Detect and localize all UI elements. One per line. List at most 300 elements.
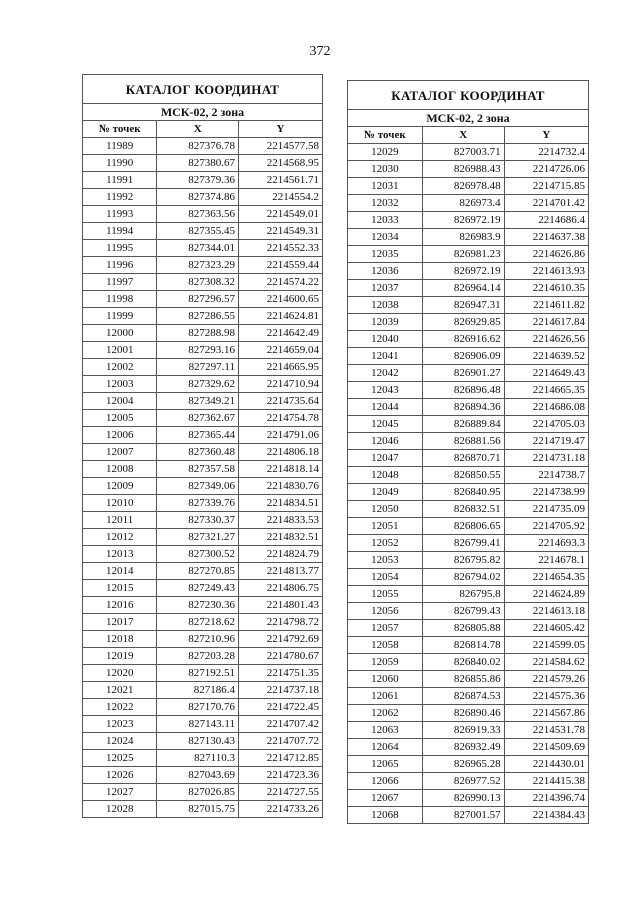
table-row (348, 178, 589, 195)
y-coordinate-cell: 2214617.84 (504, 314, 588, 331)
y-coordinate-cell: 2214430.01 (504, 756, 588, 773)
point-number-cell: 12054 (348, 569, 423, 586)
table-row (83, 308, 323, 325)
x-coordinate-cell: 827349.06 (157, 478, 239, 495)
table-row (83, 665, 323, 682)
table-row (83, 325, 323, 342)
x-coordinate-cell: 826889.84 (422, 416, 504, 433)
table-row (83, 801, 323, 818)
table-row (83, 784, 323, 801)
table-row (348, 484, 589, 501)
y-coordinate-cell: 2214712.85 (238, 750, 322, 767)
point-number-cell: 12067 (348, 790, 423, 807)
point-number-cell: 12022 (83, 699, 157, 716)
point-number-cell: 12014 (83, 563, 157, 580)
catalog-zone: МСК-02, 2 зона (83, 104, 323, 121)
y-coordinate-cell: 2214599.05 (504, 637, 588, 654)
table-row (348, 331, 589, 348)
point-number-cell: 12068 (348, 807, 423, 824)
y-coordinate-cell: 2214701.42 (504, 195, 588, 212)
y-coordinate-cell: 2214584.62 (504, 654, 588, 671)
y-coordinate-cell: 2214561.71 (238, 172, 322, 189)
table-row (348, 569, 589, 586)
point-number-cell: 12025 (83, 750, 157, 767)
y-coordinate-cell: 2214726.06 (504, 161, 588, 178)
point-number-cell: 12006 (83, 427, 157, 444)
y-coordinate-cell: 2214549.01 (238, 206, 322, 223)
point-number-cell: 11993 (83, 206, 157, 223)
point-number-cell: 12039 (348, 314, 423, 331)
point-number-cell: 12012 (83, 529, 157, 546)
point-number-cell: 12011 (83, 512, 157, 529)
x-coordinate-cell: 827003.71 (422, 144, 504, 161)
x-coordinate-cell: 827360.48 (157, 444, 239, 461)
x-coordinate-cell: 826901.27 (422, 365, 504, 382)
table-row (83, 716, 323, 733)
point-number-cell: 12010 (83, 495, 157, 512)
y-coordinate-cell: 2214626.56 (504, 331, 588, 348)
x-coordinate-cell: 826799.43 (422, 603, 504, 620)
y-coordinate-cell: 2214738.7 (504, 467, 588, 484)
x-coordinate-cell: 827286.55 (157, 308, 239, 325)
y-coordinate-cell: 2214818.14 (238, 461, 322, 478)
point-number-cell: 12066 (348, 773, 423, 790)
y-coordinate-cell: 2214732.4 (504, 144, 588, 161)
y-coordinate-cell: 2214727.55 (238, 784, 322, 801)
y-coordinate-cell: 2214801.43 (238, 597, 322, 614)
table-row (83, 461, 323, 478)
table-row (83, 444, 323, 461)
x-coordinate-cell: 826805.88 (422, 620, 504, 637)
point-number-cell: 12041 (348, 348, 423, 365)
table-row (348, 348, 589, 365)
y-coordinate-cell: 2214723.36 (238, 767, 322, 784)
point-number-cell: 12047 (348, 450, 423, 467)
point-number-cell: 12020 (83, 665, 157, 682)
point-number-cell: 12065 (348, 756, 423, 773)
point-number-cell: 12024 (83, 733, 157, 750)
point-number-cell: 12015 (83, 580, 157, 597)
point-number-cell: 12030 (348, 161, 423, 178)
x-coordinate-cell: 827296.57 (157, 291, 239, 308)
y-coordinate-cell: 2214559.44 (238, 257, 322, 274)
table-row (83, 546, 323, 563)
x-coordinate-cell: 826990.13 (422, 790, 504, 807)
point-number-cell: 12042 (348, 365, 423, 382)
point-number-cell: 12049 (348, 484, 423, 501)
table-row (83, 359, 323, 376)
y-coordinate-cell: 2214624.81 (238, 308, 322, 325)
x-coordinate-cell: 826881.56 (422, 433, 504, 450)
point-number-cell: 12026 (83, 767, 157, 784)
point-number-cell: 12031 (348, 178, 423, 195)
x-coordinate-cell: 826794.02 (422, 569, 504, 586)
y-coordinate-cell: 2214707.72 (238, 733, 322, 750)
table-row (83, 529, 323, 546)
x-coordinate-cell: 827218.62 (157, 614, 239, 631)
y-coordinate-cell: 2214575.36 (504, 688, 588, 705)
point-number-cell: 12040 (348, 331, 423, 348)
point-number-cell: 12017 (83, 614, 157, 631)
y-coordinate-cell: 2214610.35 (504, 280, 588, 297)
point-number-cell: 12044 (348, 399, 423, 416)
point-number-cell: 12008 (83, 461, 157, 478)
y-coordinate-cell: 2214577.58 (238, 138, 322, 155)
y-coordinate-cell: 2214552.33 (238, 240, 322, 257)
y-coordinate-cell: 2214735.64 (238, 393, 322, 410)
table-row (83, 580, 323, 597)
y-coordinate-cell: 2214806.18 (238, 444, 322, 461)
x-coordinate-cell: 827143.11 (157, 716, 239, 733)
y-coordinate-cell: 2214678.1 (504, 552, 588, 569)
x-coordinate-cell: 827379.36 (157, 172, 239, 189)
x-coordinate-cell: 827186.4 (157, 682, 239, 699)
table-row (83, 257, 323, 274)
point-number-cell: 12055 (348, 586, 423, 603)
x-coordinate-cell: 826806.65 (422, 518, 504, 535)
table-row (348, 212, 589, 229)
table-row (348, 450, 589, 467)
y-coordinate-cell: 2214637.38 (504, 229, 588, 246)
y-coordinate-cell: 2214798.72 (238, 614, 322, 631)
point-number-cell: 12023 (83, 716, 157, 733)
x-coordinate-cell: 827357.58 (157, 461, 239, 478)
y-coordinate-cell: 2214531.78 (504, 722, 588, 739)
page-number: 372 (309, 44, 331, 59)
point-number-cell: 11991 (83, 172, 157, 189)
y-coordinate-cell: 2214833.53 (238, 512, 322, 529)
x-coordinate-cell: 826981.23 (422, 246, 504, 263)
y-coordinate-cell: 2214693.3 (504, 535, 588, 552)
point-number-cell: 11990 (83, 155, 157, 172)
x-coordinate-cell: 826929.85 (422, 314, 504, 331)
x-coordinate-cell: 826795.8 (422, 586, 504, 603)
x-coordinate-cell: 826799.41 (422, 535, 504, 552)
point-number-cell: 12046 (348, 433, 423, 450)
x-coordinate-cell: 826947.31 (422, 297, 504, 314)
x-coordinate-cell: 826896.48 (422, 382, 504, 399)
x-coordinate-cell: 826890.46 (422, 705, 504, 722)
x-coordinate-cell: 826977.52 (422, 773, 504, 790)
y-coordinate-cell: 2214686.4 (504, 212, 588, 229)
x-coordinate-cell: 827380.67 (157, 155, 239, 172)
y-coordinate-cell: 2214710.94 (238, 376, 322, 393)
table-row (348, 399, 589, 416)
table-row (83, 410, 323, 427)
x-coordinate-cell: 827026.85 (157, 784, 239, 801)
y-coordinate-cell: 2214715.85 (504, 178, 588, 195)
table-row (83, 206, 323, 223)
table-row (348, 654, 589, 671)
table-row (348, 773, 589, 790)
point-number-cell: 12034 (348, 229, 423, 246)
x-coordinate-cell: 826978.48 (422, 178, 504, 195)
x-coordinate-cell: 827323.29 (157, 257, 239, 274)
table-row (83, 614, 323, 631)
y-coordinate-cell: 2214806.75 (238, 580, 322, 597)
x-coordinate-cell: 827293.16 (157, 342, 239, 359)
table-row (348, 467, 589, 484)
table-row (83, 342, 323, 359)
y-coordinate-cell: 2214830.76 (238, 478, 322, 495)
y-coordinate-cell: 2214824.79 (238, 546, 322, 563)
point-number-cell: 12051 (348, 518, 423, 535)
point-number-cell: 12002 (83, 359, 157, 376)
table-row (348, 790, 589, 807)
y-coordinate-cell: 2214624.89 (504, 586, 588, 603)
x-coordinate-cell: 826965.28 (422, 756, 504, 773)
table-row (348, 722, 589, 739)
point-number-cell: 12036 (348, 263, 423, 280)
table-row (83, 172, 323, 189)
y-coordinate-cell: 2214642.49 (238, 325, 322, 342)
x-coordinate-cell: 827365.44 (157, 427, 239, 444)
table-row (83, 478, 323, 495)
table-row (83, 512, 323, 529)
x-coordinate-cell: 827210.96 (157, 631, 239, 648)
point-number-cell: 12056 (348, 603, 423, 620)
point-number-cell: 12062 (348, 705, 423, 722)
y-coordinate-cell: 2214737.18 (238, 682, 322, 699)
table-row (83, 393, 323, 410)
point-number-cell: 12021 (83, 682, 157, 699)
point-number-cell: 11995 (83, 240, 157, 257)
point-number-cell: 12050 (348, 501, 423, 518)
table-row (83, 648, 323, 665)
table-row (348, 620, 589, 637)
point-number-cell: 12038 (348, 297, 423, 314)
y-coordinate-cell: 2214605.42 (504, 620, 588, 637)
point-number-cell: 12016 (83, 597, 157, 614)
y-coordinate-cell: 2214649.43 (504, 365, 588, 382)
table-row (348, 552, 589, 569)
x-coordinate-cell: 826972.19 (422, 212, 504, 229)
point-number-cell: 12005 (83, 410, 157, 427)
point-number-cell: 12058 (348, 637, 423, 654)
table-row (83, 155, 323, 172)
x-coordinate-cell: 826906.09 (422, 348, 504, 365)
x-coordinate-cell: 827349.21 (157, 393, 239, 410)
x-coordinate-cell: 827192.51 (157, 665, 239, 682)
x-coordinate-cell: 826840.02 (422, 654, 504, 671)
header-point-number: № точек (83, 121, 157, 138)
table-row (348, 535, 589, 552)
table-row (83, 138, 323, 155)
catalog-title: КАТАЛОГ КООРДИНАТ (348, 81, 589, 110)
y-coordinate-cell: 2214659.04 (238, 342, 322, 359)
y-coordinate-cell: 2214738.99 (504, 484, 588, 501)
catalog-zone: МСК-02, 2 зона (348, 110, 589, 127)
point-number-cell: 11989 (83, 138, 157, 155)
y-coordinate-cell: 2214705.03 (504, 416, 588, 433)
x-coordinate-cell: 827300.52 (157, 546, 239, 563)
x-coordinate-cell: 827344.01 (157, 240, 239, 257)
x-coordinate-cell: 827015.75 (157, 801, 239, 818)
point-number-cell: 12033 (348, 212, 423, 229)
table-row (83, 495, 323, 512)
point-number-cell: 11996 (83, 257, 157, 274)
x-coordinate-cell: 826972.19 (422, 263, 504, 280)
x-coordinate-cell: 827249.43 (157, 580, 239, 597)
table-row (83, 427, 323, 444)
x-coordinate-cell: 827203.28 (157, 648, 239, 665)
table-row (348, 280, 589, 297)
table-row (348, 161, 589, 178)
table-row (348, 297, 589, 314)
y-coordinate-cell: 2214751.35 (238, 665, 322, 682)
point-number-cell: 12035 (348, 246, 423, 263)
point-number-cell: 12029 (348, 144, 423, 161)
table-row (348, 637, 589, 654)
x-coordinate-cell: 826916.62 (422, 331, 504, 348)
x-coordinate-cell: 827339.76 (157, 495, 239, 512)
table-row (83, 563, 323, 580)
x-coordinate-cell: 827330.37 (157, 512, 239, 529)
x-coordinate-cell: 827130.43 (157, 733, 239, 750)
y-coordinate-cell: 2214549.31 (238, 223, 322, 240)
x-coordinate-cell: 826840.95 (422, 484, 504, 501)
x-coordinate-cell: 826988.43 (422, 161, 504, 178)
header-x: X (422, 127, 504, 144)
x-coordinate-cell: 826983.9 (422, 229, 504, 246)
table-row (348, 603, 589, 620)
x-coordinate-cell: 827321.27 (157, 529, 239, 546)
point-number-cell: 12019 (83, 648, 157, 665)
x-coordinate-cell: 827329.62 (157, 376, 239, 393)
x-coordinate-cell: 826850.55 (422, 467, 504, 484)
table-row (348, 688, 589, 705)
point-number-cell: 12059 (348, 654, 423, 671)
point-number-cell: 11998 (83, 291, 157, 308)
x-coordinate-cell: 827297.11 (157, 359, 239, 376)
table-row (83, 682, 323, 699)
x-coordinate-cell: 826919.33 (422, 722, 504, 739)
y-coordinate-cell: 2214611.82 (504, 297, 588, 314)
x-coordinate-cell: 826874.53 (422, 688, 504, 705)
y-coordinate-cell: 2214579.26 (504, 671, 588, 688)
point-number-cell: 12045 (348, 416, 423, 433)
y-coordinate-cell: 2214396.74 (504, 790, 588, 807)
point-number-cell: 11994 (83, 223, 157, 240)
table-row (348, 671, 589, 688)
point-number-cell: 12053 (348, 552, 423, 569)
table-row (83, 291, 323, 308)
point-number-cell: 12032 (348, 195, 423, 212)
header-point-number: № точек (348, 127, 423, 144)
y-coordinate-cell: 2214626.86 (504, 246, 588, 263)
table-row (348, 586, 589, 603)
y-coordinate-cell: 2214832.51 (238, 529, 322, 546)
point-number-cell: 12009 (83, 478, 157, 495)
x-coordinate-cell: 826855.86 (422, 671, 504, 688)
x-coordinate-cell: 827288.98 (157, 325, 239, 342)
point-number-cell: 12048 (348, 467, 423, 484)
point-number-cell: 12027 (83, 784, 157, 801)
table-row (348, 756, 589, 773)
table-row (348, 433, 589, 450)
x-coordinate-cell: 827001.57 (422, 807, 504, 824)
table-row (348, 382, 589, 399)
x-coordinate-cell: 826870.71 (422, 450, 504, 467)
x-coordinate-cell: 827376.78 (157, 138, 239, 155)
table-row (348, 144, 589, 161)
y-coordinate-cell: 2214665.95 (238, 359, 322, 376)
y-coordinate-cell: 2214384.43 (504, 807, 588, 824)
table-row (348, 705, 589, 722)
y-coordinate-cell: 2214733.26 (238, 801, 322, 818)
table-row (83, 376, 323, 393)
y-coordinate-cell: 2214568.95 (238, 155, 322, 172)
point-number-cell: 12061 (348, 688, 423, 705)
table-row (348, 263, 589, 280)
point-number-cell: 12000 (83, 325, 157, 342)
y-coordinate-cell: 2214415.38 (504, 773, 588, 790)
y-coordinate-cell: 2214665.35 (504, 382, 588, 399)
y-coordinate-cell: 2214731.18 (504, 450, 588, 467)
table-row (348, 229, 589, 246)
y-coordinate-cell: 2214719.47 (504, 433, 588, 450)
point-number-cell: 12001 (83, 342, 157, 359)
y-coordinate-cell: 2214735.09 (504, 501, 588, 518)
point-number-cell: 12060 (348, 671, 423, 688)
x-coordinate-cell: 826832.51 (422, 501, 504, 518)
table-row (83, 597, 323, 614)
table-row (83, 223, 323, 240)
x-coordinate-cell: 826814.78 (422, 637, 504, 654)
point-number-cell: 12007 (83, 444, 157, 461)
coordinate-catalog-table-right (347, 80, 589, 824)
x-coordinate-cell: 827363.56 (157, 206, 239, 223)
y-coordinate-cell: 2214567.86 (504, 705, 588, 722)
x-coordinate-cell: 826932.49 (422, 739, 504, 756)
x-coordinate-cell: 827308.32 (157, 274, 239, 291)
y-coordinate-cell: 2214813.77 (238, 563, 322, 580)
y-coordinate-cell: 2214554.2 (238, 189, 322, 206)
point-number-cell: 12043 (348, 382, 423, 399)
x-coordinate-cell: 827270.85 (157, 563, 239, 580)
y-coordinate-cell: 2214792.69 (238, 631, 322, 648)
point-number-cell: 11999 (83, 308, 157, 325)
y-coordinate-cell: 2214686.08 (504, 399, 588, 416)
table-row (348, 314, 589, 331)
point-number-cell: 12004 (83, 393, 157, 410)
table-row (83, 767, 323, 784)
table-row (348, 501, 589, 518)
table-row (348, 518, 589, 535)
y-coordinate-cell: 2214639.52 (504, 348, 588, 365)
y-coordinate-cell: 2214509.69 (504, 739, 588, 756)
y-coordinate-cell: 2214791.06 (238, 427, 322, 444)
x-coordinate-cell: 826894.36 (422, 399, 504, 416)
y-coordinate-cell: 2214613.93 (504, 263, 588, 280)
point-number-cell: 12018 (83, 631, 157, 648)
catalog-title: КАТАЛОГ КООРДИНАТ (83, 75, 323, 104)
table-row (348, 365, 589, 382)
table-row (348, 246, 589, 263)
x-coordinate-cell: 827230.36 (157, 597, 239, 614)
x-coordinate-cell: 826964.14 (422, 280, 504, 297)
point-number-cell: 12052 (348, 535, 423, 552)
point-number-cell: 12063 (348, 722, 423, 739)
y-coordinate-cell: 2214707.42 (238, 716, 322, 733)
x-coordinate-cell: 827170.76 (157, 699, 239, 716)
table-row (348, 195, 589, 212)
header-y: Y (238, 121, 322, 138)
point-number-cell: 12013 (83, 546, 157, 563)
table-row (83, 733, 323, 750)
x-coordinate-cell: 827374.86 (157, 189, 239, 206)
x-coordinate-cell: 826973.4 (422, 195, 504, 212)
